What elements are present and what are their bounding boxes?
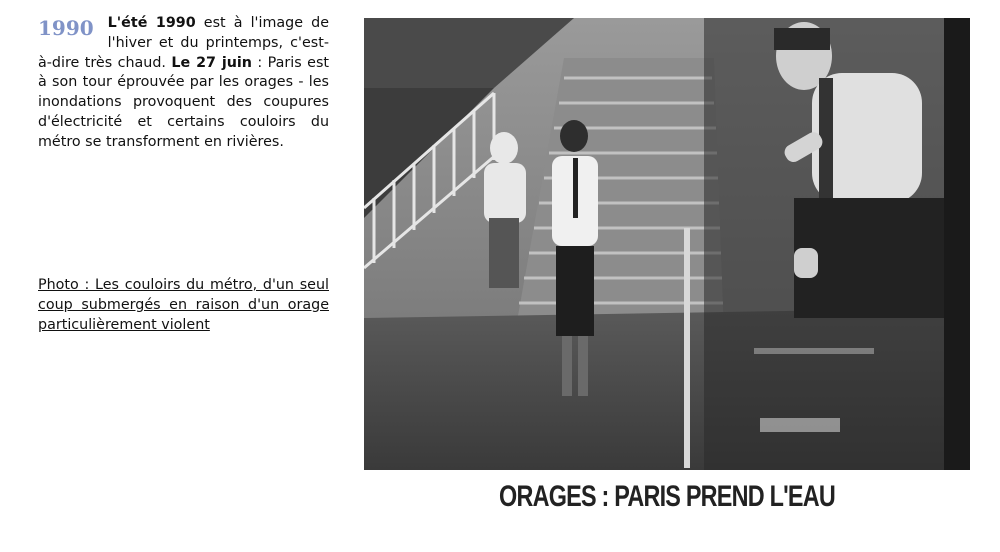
intro-bold: L'été 1990 bbox=[107, 15, 196, 31]
photo-caption[interactable]: Photo : Les couloirs du métro, d'un seul coup submergés en raison d'un orage particulièrement violent bbox=[38, 277, 329, 333]
year-label: 1990 bbox=[38, 16, 94, 40]
date-text: : Paris est à son tour éprouvée par les orages - les inondations provoquent des coupures d'électricité et certains couloirs du métro se transforment en rivières. bbox=[38, 54, 329, 150]
photo-headline: ORAGES : PARIS PREND L'EAU bbox=[499, 480, 835, 513]
flooded-metro-photo bbox=[364, 18, 970, 470]
article-text bbox=[38, 14, 329, 153]
photo-illustration bbox=[364, 18, 970, 470]
intro-text: est à l'image de l'hiver et du printemps, c'est-à-dire très chaud. bbox=[38, 15, 329, 71]
date-bold: Le 27 juin bbox=[171, 54, 252, 71]
